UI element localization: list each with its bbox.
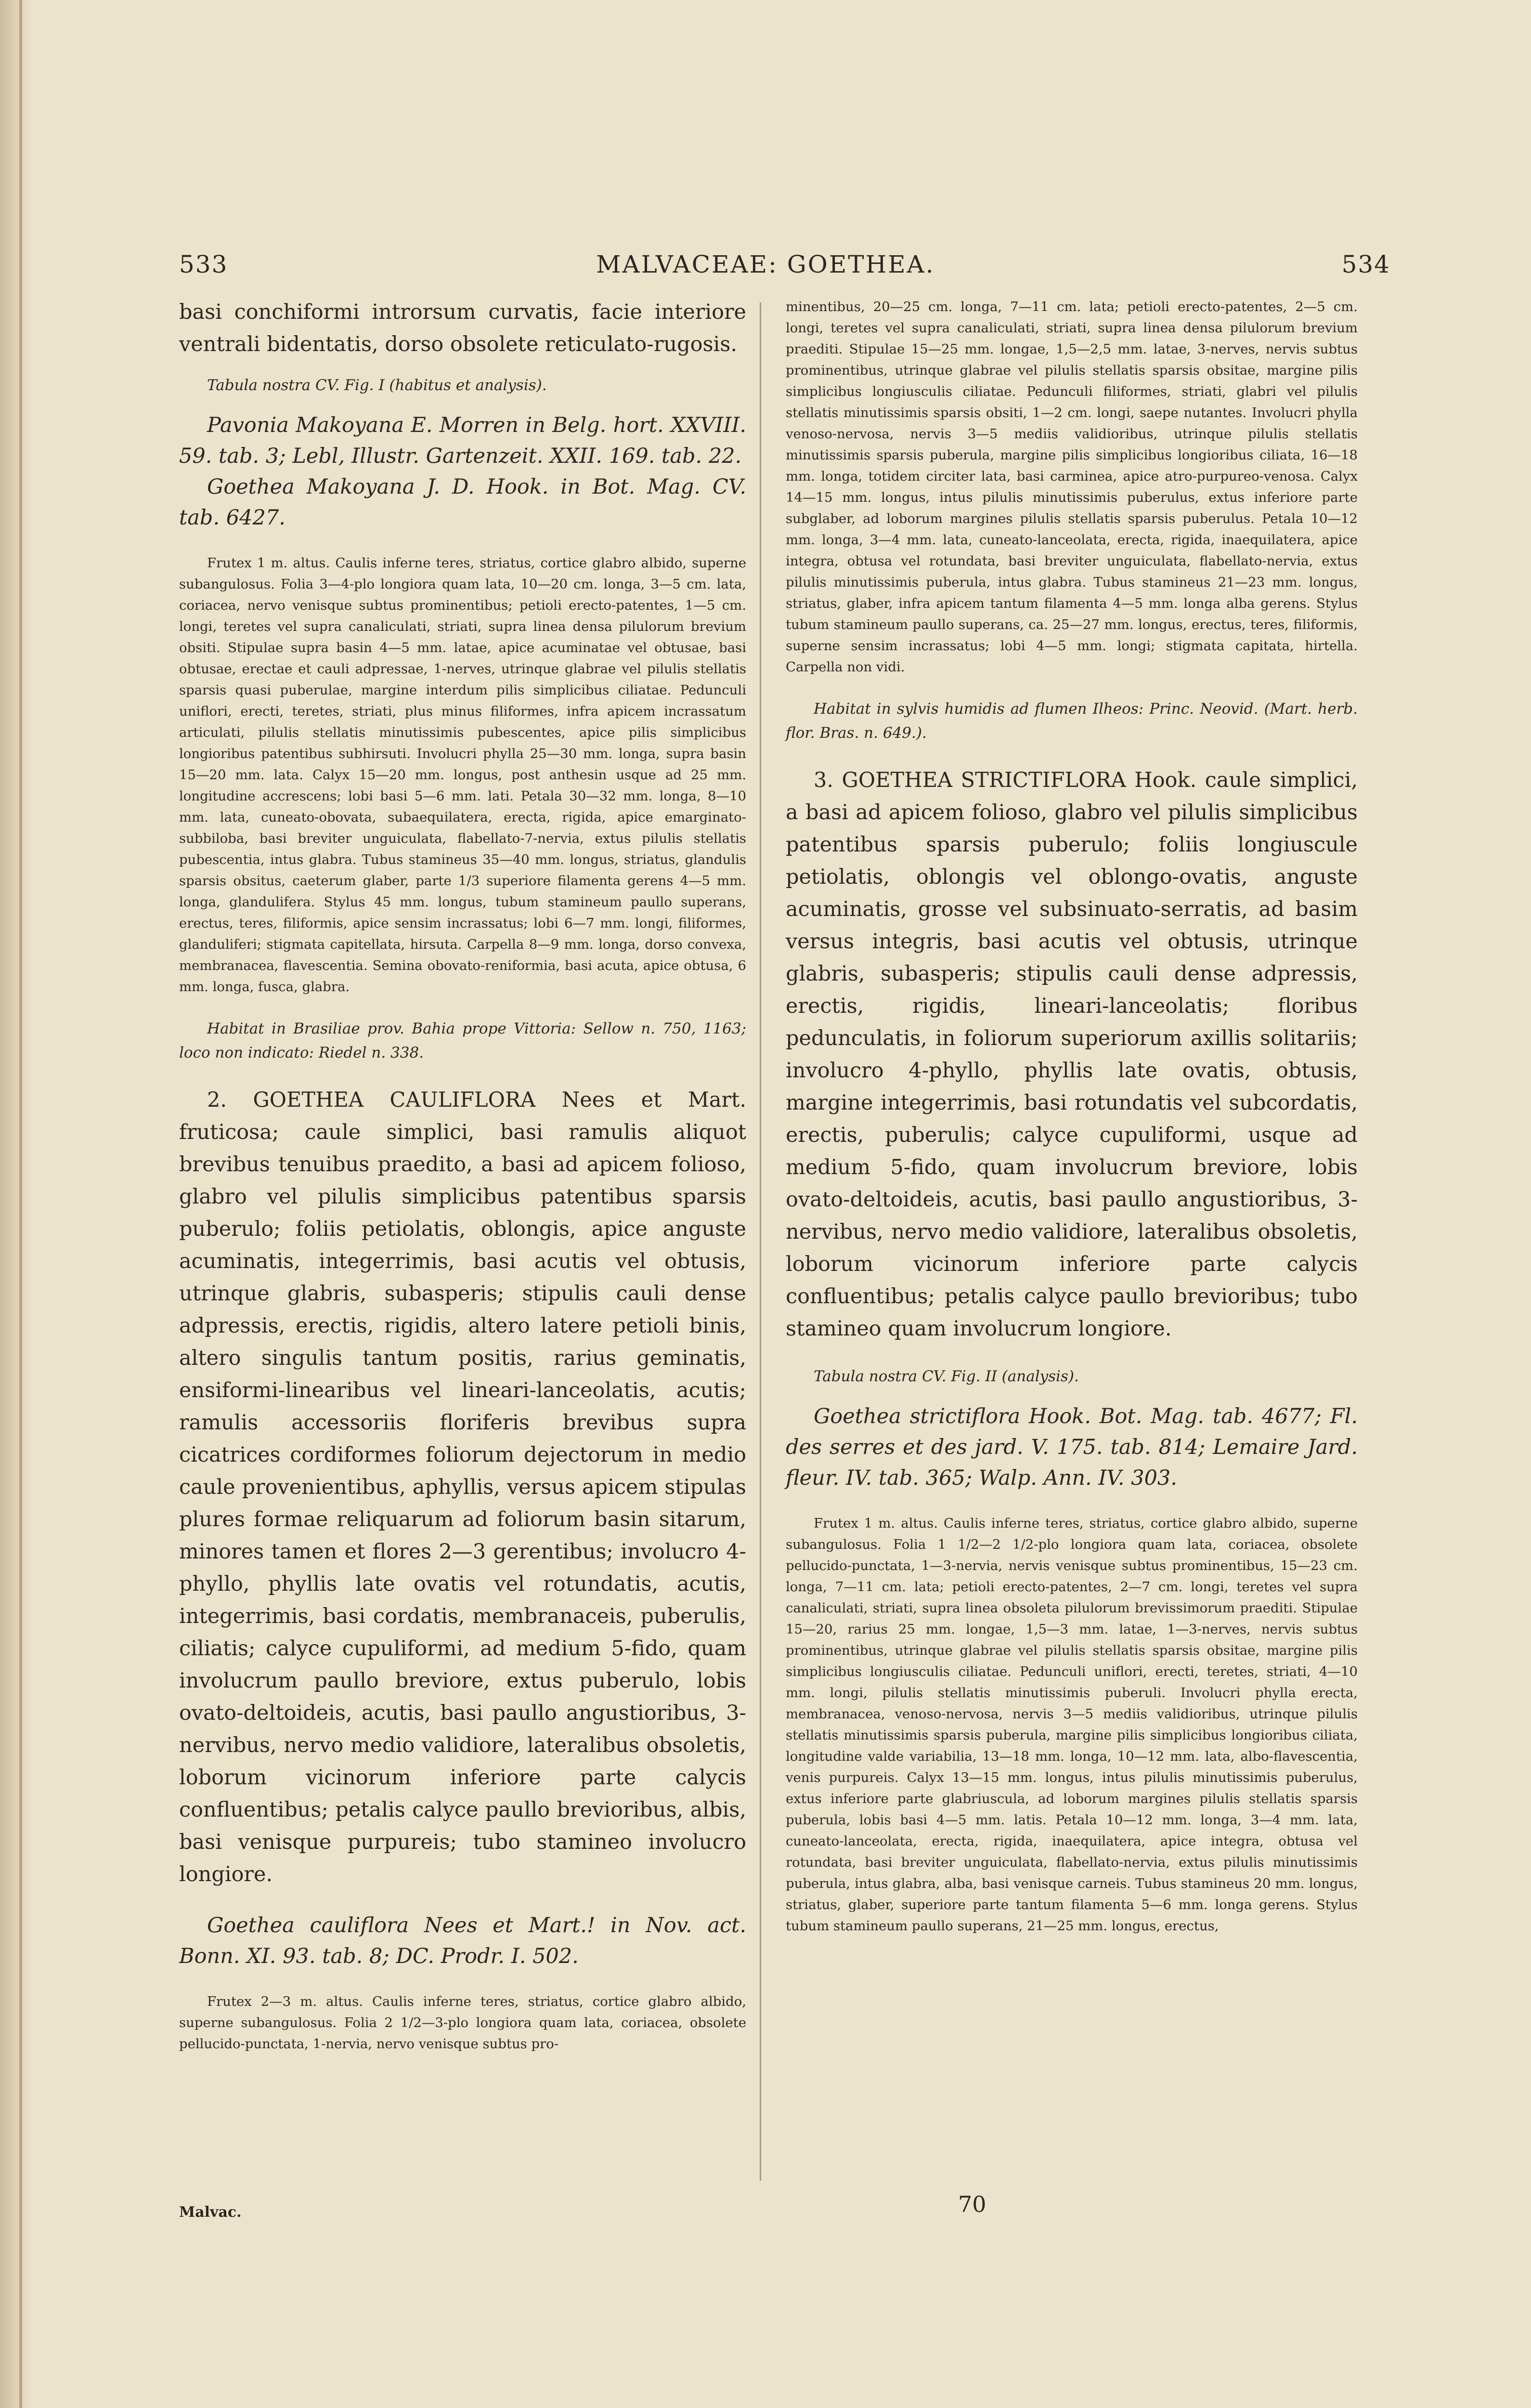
page-header — [0, 250, 1531, 289]
continued-description: basi conchiformi introrsum curvatis, facie interiore ventrali bidentatis, dorso obsolete reticulato-rugosis. — [179, 300, 746, 356]
binding-edge — [19, 0, 22, 2408]
species-description: Frutex 1 m. altus. Caulis inferne teres, striatus, cortice glabro albido, superne subangulosus. Folia 1 1/2—2 1/2-plo longiora quam lata, coriacea, obsolete pellucido-punctata, 1—3-nervia, nervis venisque subtus prominentibus, 15—23 cm. longa, 7—11 cm. lata; petioli erecto-patentes, 2—7 cm. longi, teretes vel supra canaliculati, striati, supra linea obsoleta pilulorum brevissimorum praediti. Stipulae 15—20, rarius 25 mm. longae, 1,5—3 mm. latae, 1—3-nerves, nervis subtus prominentibus, utrinque glabrae vel pilulis stellatis sparsis obsitae, margine pilis simplicibus longiusculis ciliatae. Pedunculi uniflori, erecti, teretes, striati, 4—10 mm. longi, pilulis stellatis minutissimis puberuli. Involucri phylla erecta, membranacea, venoso-nervosa, nervis 3—5 mediis validioribus, utrinque pilulis stellatis minutissimis sparsis puberula, margine pilis simplicibus longioribus ciliata, longitudine valde variabilia, 13—18 mm. longa, 10—12 mm. lata, albo-flavescentia, venis purpureis. Calyx 13—15 mm. longus, intus pilulis minutissimis puberulus, extus inferiore parte glabriuscula, ad loborum margines pilulis stellatis sparsis puberula, lobis basi 4—5 mm. latis. Petala 10—12 mm. longa, 3—4 mm. lata, cuneato-lanceolata, erecta, rigida, inaequilatera, apice integra, obtusa vel rotundata, basi breviter unguiculata, flabellato-nervia, extus pilulis minutissimis puberula, intus glabra, alba, basi venisque carneis. Tubus stamineus 20 mm. longus, striatus, glaber, superiore parte tantum filamenta 5—6 mm. longa gerens. Stylus tubum stamineum paullo superans, 21—25 mm. longus, erectus, — [786, 1516, 1358, 1934]
page-number-right: 534 — [1341, 250, 1390, 278]
page-number-left: 533 — [179, 250, 228, 278]
signature-mark: 70 — [958, 2191, 986, 2217]
plate-reference: Tabula nostra CV. Fig. I (habitus et analysis). — [207, 377, 547, 394]
synonym-citation: Goethea Makoyana J. D. Hook. in Bot. Mag. CV. tab. 6427. — [179, 475, 746, 530]
footer-signature-label: Malvac. — [179, 2204, 242, 2221]
continued-description: minentibus, 20—25 cm. longa, 7—11 cm. lata; petioli erecto-patentes, 2—5 cm. longi, teretes vel supra canaliculati, striati, supra linea densa pilulorum brevium praediti. Stipulae 15—25 mm. longae, 1,5—2,5 mm. latae, 3-nerves, nervis subtus prominentibus, utrinque glabrae vel pilulis stellatis sparsis obsitae, margine pilis simplicibus longiusculis ciliatae. Pedunculi filiformes, striati, glabri vel pilulis stellatis minutissimis sparsis obsiti, 1—2 cm. longi, saepe nutantes. Involucri phylla venoso-nervosa, nervis 3—5 mediis validioribus, utrinque pilulis stellatis minutissimis sparsis puberula, margine pilis simplicibus longioribus ciliata, 16—18 mm. longa, totidem circiter lata, basi carminea, apice atro-purpureo-venosa. Calyx 14—15 mm. longus, intus pilulis minutissimis puberulus, extus inferiore parte subglaber, ad loborum margines pilulis stellatis sparsis puberulus. Petala 10—12 mm. longa, 3—4 mm. lata, cuneato-lanceolata, erecta, rigida, inaequilatera, apice integra, obtusa vel rotundata, basi breviter unguiculata, flabellato-nervia, extus pilulis minutissimis puberula, intus glabra. Tubus stamineus 21—23 mm. longus, striatus, glaber, infra apicem tantum filamenta 4—5 mm. longa alba gerens. Stylus tubum stamineum paullo superans, ca. 25—27 mm. longus, erectus, teres, filiformis, superne sensim incrassatus; lobi 4—5 mm. longi; stigmata capitata, hirtella. Carpella non vidi. — [786, 299, 1358, 675]
synonym-citation: Goethea strictiflora Hook. Bot. Mag. tab. 4677; Fl. des serres et des jard. V. 175. tab. 814; Lemaire Jard. fleur. IV. tab. 365; Walp. Ann. IV. 303. — [786, 1404, 1358, 1490]
plate-reference: Tabula nostra CV. Fig. II (analysis). — [814, 1368, 1079, 1385]
synonym-citation: Goethea cauliflora Nees et Mart.! in Nov. act. Bonn. XI. 93. tab. 8; DC. Prodr. I. 502. — [179, 1913, 746, 1968]
right-column — [786, 296, 1358, 1937]
column-divider — [760, 302, 761, 2181]
left-column — [179, 296, 746, 2055]
habitat-note: Habitat in sylvis humidis ad flumen Ilheos: Princ. Neovid. (Mart. herb. flor. Bras. n. 649.). — [786, 700, 1358, 742]
species-diagnosis: 2. GOETHEA CAULIFLORA Nees et Mart. fruticosa; caule simplici, basi ramulis aliquot brevibus tenuibus praedito, a basi ad apicem folioso, glabro vel pilulis simplicibus patentibus sparsis puberulo; foliis petiolatis, oblongis, apice anguste acuminatis, integerrimis, basi acutis vel obtusis, utrinque glabris, subasperis; stipulis cauli dense adpressis, erectis, rigidis, altero latere petioli binis, altero singulis tantum positis, rarius geminatis, ensiformi-linearibus vel lineari-lanceolatis, acutis; ramulis accessoriis floriferis brevibus supra cicatrices cordiformes foliorum dejectorum in medio caule provenientibus, aphyllis, versus apicem stipulas plures formae reliquarum ad foliorum basin sitarum, minores tamen et flores 2—3 gerentibus; involucro 4-phyllo, phyllis late ovatis vel rotundatis, acutis, integerrimis, basi cordatis, membranaceis, puberulis, ciliatis; calyce cupuliformi, ad medium 5-fido, quam involucrum paullo breviore, extus puberulo, lobis ovato-deltoideis, acutis, basi paullo angustioribus, 3-nervibus, nervo medio validiore, lateralibus obsoletis, loborum vicinorum inferiore parte calycis confluentibus; petalis calyce paullo brevioribus, albis, basi venisque purpureis; tubo stamineo involucro longiore. — [179, 1088, 746, 1886]
habitat-note: Habitat in Brasiliae prov. Bahia prope Vittoria: Sellow n. 750, 1163; loco non indicato: Riedel n. 338. — [179, 1020, 746, 1061]
species-description: Frutex 2—3 m. altus. Caulis inferne teres, striatus, cortice glabro albido, superne subangulosus. Folia 2 1/2—3-plo longiora quam lata, coriacea, obsolete pellucido-punctata, 1-nervia, nervo venisque subtus pro- — [179, 1994, 746, 2052]
species-description: Frutex 1 m. altus. Caulis inferne teres, striatus, cortice glabro albido, superne subangulosus. Folia 3—4-plo longiora quam lata, 10—20 cm. longa, 3—5 cm. lata, coriacea, nervo venisque subtus prominentibus; petioli erecto-patentes, 1—5 cm. longi, teretes vel supra canaliculati, striati, supra linea densa pilulorum brevium obsiti. Stipulae supra basin 4—5 mm. latae, apice acuminatae vel obtusae, basi obtusae, erectae et cauli adpressae, 1-nerves, utrinque glabrae vel pilulis stellatis sparsis quasi puberulae, margine interdum pilis simplicibus ciliatae. Pedunculi uniflori, erecti, teretes, striati, plus minus filiformes, infra apicem incrassatum articulati, pilulis stellatis minutissimis pubescentes, apice pilis simplicibus longioribus patentibus subhirsuti. Involucri phylla 25—30 mm. longa, supra basin 15—20 mm. lata. Calyx 15—20 mm. longus, post anthesin usque ad 25 mm. longitudine accrescens; lobi basi 5—6 mm. lati. Petala 30—32 mm. longa, 8—10 mm. lata, cuneato-obovata, subaequilatera, erecta, rigida, apice emarginato-subbiloba, basi breviter unguiculata, flabellato-7-nervia, extus pilulis stellatis pubescentia, intus glabra. Tubus stamineus 35—40 mm. longus, striatus, glandulis sparsis obsitus, caeterum glaber, parte 1/3 superiore filamenta gerens 4—5 mm. longa, glandulifera. Stylus 45 mm. longus, tubum stamineum paullo superans, erectus, teres, filiformis, apice sensim incrassatus; lobi 6—7 mm. longi, filiformes, glanduliferi; stigmata capitellata, hirsuta. Carpella 8—9 mm. longa, dorso convexa, membranacea, flavescentia. Semina obovato-reniformia, basi acuta, apice obtusa, 6 mm. longa, fusca, glabra. — [179, 555, 746, 995]
synonym-citation: Pavonia Makoyana E. Morren in Belg. hort. XXVIII. 59. tab. 3; Lebl, Illustr. Gartenzeit. XXII. 169. tab. 22. — [179, 413, 746, 468]
binding-gutter — [0, 0, 34, 2408]
species-diagnosis: 3. GOETHEA STRICTIFLORA Hook. caule simplici, a basi ad apicem folioso, glabro vel pilulis simplicibus patentibus sparsis puberulo; foliis longiuscule petiolatis, oblongis vel oblongo-ovatis, anguste acuminatis, grosse vel subsinuato-serratis, ad basim versus integris, basi acutis vel obtusis, utrinque glabris, subasperis; stipulis cauli dense adpressis, erectis, rigidis, lineari-lanceolatis; floribus pedunculatis, in foliorum superiorum axillis solitariis; involucro 4-phyllo, phyllis late ovatis, obtusis, margine integerrimis, basi rotundatis vel subcordatis, erectis, puberulis; calyce cupuliformi, usque ad medium 5-fido, quam involucrum breviore, lobis ovato-deltoideis, acutis, basi paullo angustioribus, 3-nervibus, nervo medio validiore, lateralibus obsoletis, loborum vicinorum inferiore parte calycis confluentibus; petalis calyce paullo brevioribus; tubo stamineo quam involucrum longiore. — [786, 768, 1358, 1341]
running-title: MALVACEAE: GOETHEA. — [596, 250, 935, 278]
